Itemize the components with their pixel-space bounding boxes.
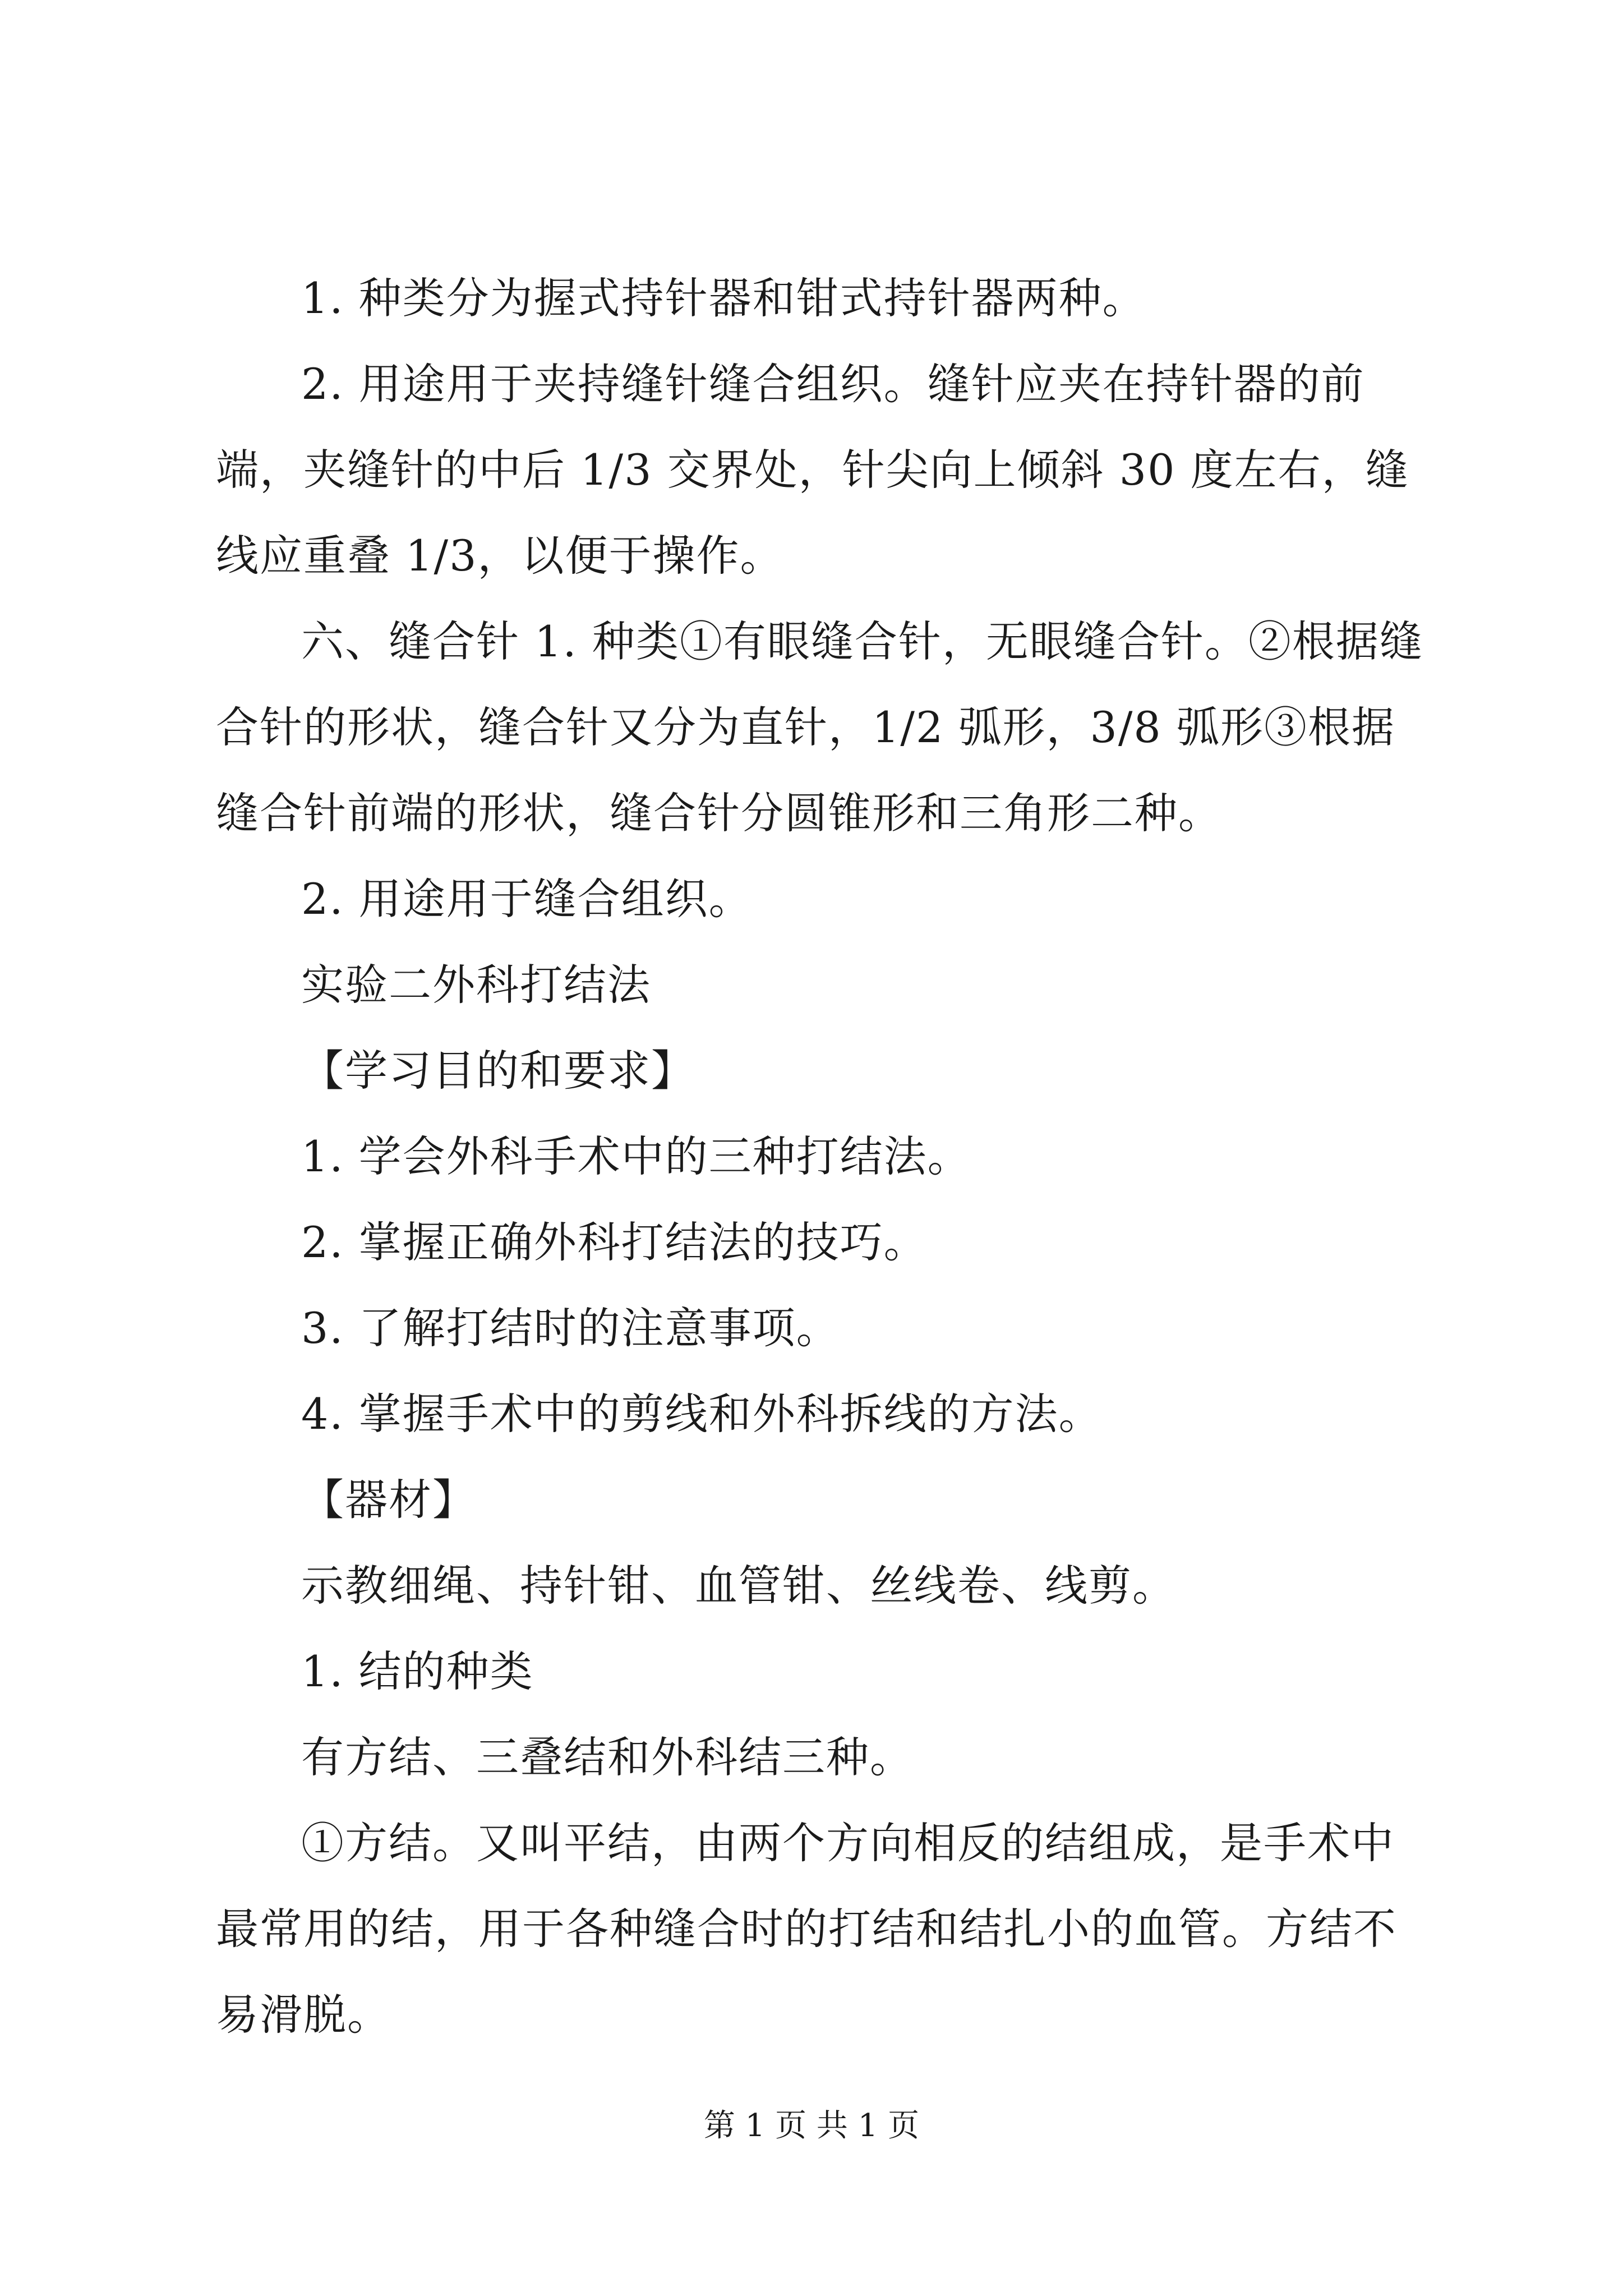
section-title-experiment-two: 实验二外科打结法 bbox=[301, 960, 651, 1010]
paragraph-needle-holder-usage: 2. 用途用于夹持缝针缝合组织。缝针应夹在持针器的前端，夹缝针的中后 1/3 交界处，针尖向上倾斜 30 度左右，缝线应重叠 1/3，以便于操作。 bbox=[216, 359, 1409, 581]
objective-item-1: 1. 学会外科手术中的三种打结法。 bbox=[301, 1131, 971, 1181]
paragraph-suture-needle-usage: 2. 用途用于缝合组织。 bbox=[301, 874, 753, 924]
page-footer: 第 1 页 共 1 页 bbox=[703, 2108, 920, 2144]
objective-item-4: 4. 掌握手术中的剪线和外科拆线的方法。 bbox=[301, 1389, 1103, 1439]
paragraph-needle-holder-types: 1. 种类分为握式持针器和钳式持针器两种。 bbox=[301, 273, 1146, 323]
heading-equipment: 【器材】 bbox=[301, 1475, 476, 1525]
heading-learning-objectives: 【学习目的和要求】 bbox=[301, 1046, 695, 1096]
equipment-list: 示教细绳、持针钳、血管钳、丝线卷、线剪。 bbox=[301, 1561, 1176, 1611]
knot-types-summary: 有方结、三叠结和外科结三种。 bbox=[301, 1732, 914, 1782]
heading-knot-types: 1. 结的种类 bbox=[301, 1646, 534, 1696]
objective-item-2: 2. 掌握正确外科打结法的技巧。 bbox=[301, 1217, 928, 1267]
paragraph-suture-needle: 六、缝合针 1. 种类①有眼缝合针，无眼缝合针。②根据缝合针的形状，缝合针又分为直针，1/2 弧形，3/8 弧形③根据缝合针前端的形状，缝合针分圆锥形和三角形二种。 bbox=[216, 616, 1423, 838]
paragraph-square-knot: ①方结。又叫平结，由两个方向相反的结组成，是手术中最常用的结，用于各种缝合时的打结和结扎小的血管。方结不易滑脱。 bbox=[216, 1818, 1397, 2040]
objective-item-3: 3. 了解打结时的注意事项。 bbox=[301, 1303, 840, 1353]
document-body bbox=[216, 255, 1430, 2058]
